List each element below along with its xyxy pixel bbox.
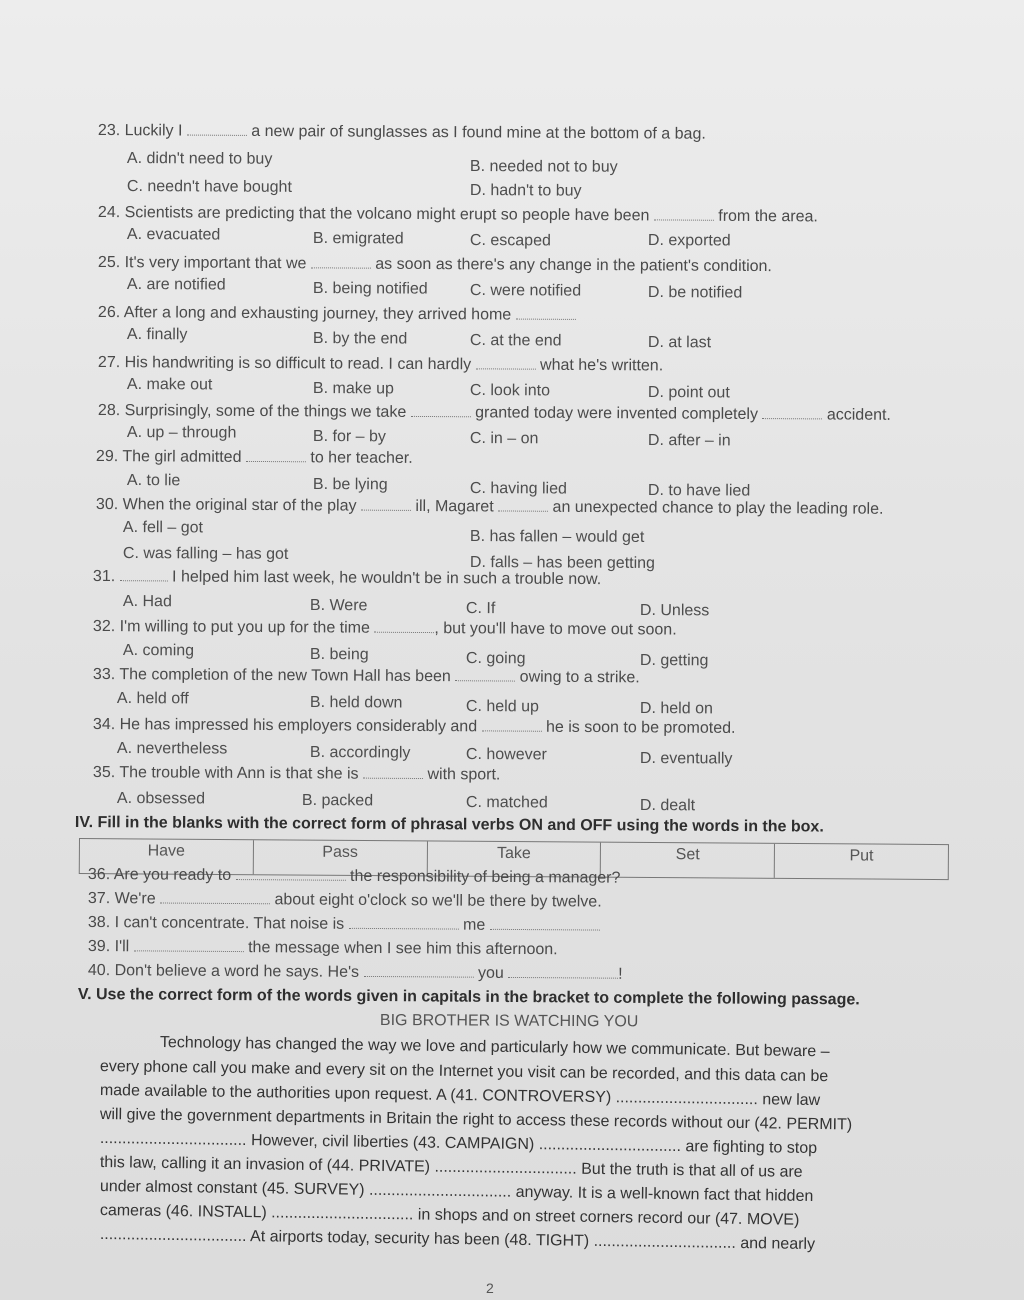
answer-option[interactable]: D. eventually bbox=[639, 750, 733, 768]
answer-option[interactable]: A. to lie bbox=[126, 472, 181, 490]
answer-blank[interactable] bbox=[455, 668, 515, 681]
word-box-cell: Set bbox=[601, 843, 775, 878]
answer-option[interactable]: C. needn't have bought bbox=[126, 178, 292, 196]
text-segment: 24. Scientists are predicting that the volcano might erupt so people have been bbox=[97, 204, 654, 225]
answer-option[interactable]: D. Unless bbox=[639, 602, 710, 620]
answer-option[interactable]: A. are notified bbox=[126, 276, 226, 294]
section-heading: IV. Fill in the blanks with the correct form of phrasal verbs ON and OFF using the words in the box. bbox=[74, 814, 824, 836]
answer-option[interactable]: B. accordingly bbox=[309, 744, 411, 762]
answer-option[interactable]: A. coming bbox=[122, 642, 195, 660]
word-box-cell: Take bbox=[427, 841, 601, 876]
passage-line: ................................. However, civil liberties (43. CAMPAIGN) ................................ are fighting to stop bbox=[99, 1130, 818, 1158]
answer-option[interactable]: B. emigrated bbox=[312, 230, 404, 248]
answer-option[interactable]: C. escaped bbox=[469, 232, 551, 250]
answer-option[interactable]: A. held off bbox=[116, 690, 189, 708]
passage-line: this law, calling it an invasion of (44. PRIVATE) ................................ But the truth is that all of us are bbox=[99, 1154, 803, 1181]
question-stem bbox=[93, 568, 601, 589]
answer-blank[interactable] bbox=[654, 207, 714, 220]
text-segment: the responsibility of being a manager? bbox=[345, 867, 621, 887]
phrasal-verb-blank[interactable] bbox=[160, 891, 270, 905]
text-segment: , but you'll have to move out soon. bbox=[434, 620, 677, 639]
answer-option[interactable]: A. finally bbox=[126, 326, 188, 344]
passage-line: cameras (46. INSTALL) ................................ in shops and on street corners record our (47. MOVE) bbox=[99, 1202, 800, 1229]
text-segment: as soon as there's any change in the patient's condition. bbox=[370, 255, 772, 276]
text-segment: what he's written. bbox=[535, 356, 664, 375]
text-segment: 35. The trouble with Ann is that she is bbox=[92, 764, 364, 783]
question-stem bbox=[93, 618, 677, 640]
text-segment: 40. Don't believe a word he says. He's bbox=[87, 962, 364, 981]
question-stem bbox=[98, 354, 663, 375]
text-segment: owing to a strike. bbox=[515, 668, 640, 687]
text-segment: you bbox=[473, 964, 509, 982]
answer-option[interactable]: A. Had bbox=[122, 593, 172, 611]
passage-line: will give the government departments in Britain the right to access these records without our (42. PERMIT) bbox=[99, 1106, 853, 1134]
text-segment: 32. I'm willing to put you up for the time bbox=[92, 618, 375, 637]
answer-blank[interactable] bbox=[498, 498, 548, 511]
answer-option[interactable]: D. falls – has been getting bbox=[469, 554, 656, 572]
answer-option[interactable]: B. being bbox=[309, 646, 369, 664]
answer-option[interactable]: C. were notified bbox=[469, 282, 582, 300]
answer-option[interactable]: B. held down bbox=[309, 694, 403, 712]
answer-option[interactable]: B. by the end bbox=[312, 330, 408, 348]
text-segment: with sport. bbox=[422, 766, 501, 784]
answer-option[interactable]: C. held up bbox=[465, 698, 539, 716]
answer-blank[interactable] bbox=[374, 620, 434, 633]
text-segment: 34. He has impressed his employers considerably and bbox=[92, 716, 482, 736]
question-stem bbox=[98, 402, 891, 425]
answer-option[interactable]: B. Were bbox=[309, 597, 368, 615]
answer-option[interactable]: C. was falling – has got bbox=[122, 545, 289, 563]
answer-blank[interactable] bbox=[411, 404, 471, 417]
answer-blank[interactable] bbox=[762, 406, 822, 419]
question-stem bbox=[98, 122, 706, 144]
text-segment: about eight o'clock so we'll be there by twelve. bbox=[270, 891, 602, 911]
text-segment: 36. Are you ready to bbox=[87, 866, 236, 885]
answer-option[interactable]: B. be lying bbox=[312, 476, 388, 494]
question-stem bbox=[93, 764, 501, 784]
answer-option[interactable]: A. obsessed bbox=[116, 790, 206, 808]
text-segment: me bbox=[458, 916, 490, 934]
answer-option[interactable]: D. be notified bbox=[647, 284, 743, 302]
answer-option[interactable]: C. If bbox=[465, 600, 496, 618]
fill-item bbox=[88, 866, 621, 888]
text-segment: 37. We're bbox=[87, 890, 161, 908]
text-segment: 39. I'll bbox=[87, 938, 134, 956]
answer-option[interactable]: A. nevertheless bbox=[116, 740, 228, 758]
text-segment: an unexpected chance to play the leading role. bbox=[548, 498, 884, 518]
answer-option[interactable]: D. exported bbox=[647, 232, 731, 250]
word-box-cell: Have bbox=[80, 839, 254, 874]
text-segment: 23. Luckily I bbox=[97, 122, 187, 140]
answer-blank[interactable] bbox=[246, 449, 306, 462]
answer-option[interactable]: C. matched bbox=[465, 794, 548, 812]
answer-option[interactable]: D. hadn't to buy bbox=[469, 182, 582, 200]
answer-option[interactable]: B. being notified bbox=[312, 280, 428, 298]
word-box-cell: Pass bbox=[254, 840, 428, 875]
phrasal-verb-blank[interactable] bbox=[349, 916, 459, 930]
answer-option[interactable]: C. having lied bbox=[469, 480, 567, 498]
answer-option[interactable]: D. after – in bbox=[647, 432, 731, 450]
answer-blank[interactable] bbox=[187, 123, 247, 136]
text-segment: 38. I can't concentrate. That noise is bbox=[87, 914, 349, 933]
text-segment: 25. It's very important that we bbox=[97, 254, 311, 273]
answer-option[interactable]: A. up – through bbox=[126, 424, 237, 442]
answer-blank[interactable] bbox=[482, 718, 542, 731]
text-segment: to her teacher. bbox=[305, 449, 413, 467]
text-segment: 31. bbox=[92, 568, 120, 586]
answer-option[interactable]: D. dealt bbox=[639, 797, 696, 815]
answer-option[interactable]: C. going bbox=[465, 650, 526, 668]
passage-line: ................................. At airports today, security has been (48. TIGHT) ................................ and nearly bbox=[99, 1226, 816, 1253]
passage-line: under almost constant (45. SURVEY) ................................ anyway. It is a well-known fact that hidden bbox=[99, 1178, 814, 1205]
text-segment: accident. bbox=[822, 406, 891, 424]
answer-option[interactable]: A. didn't need to buy bbox=[126, 150, 273, 168]
text-segment: the message when I see him this afternoon. bbox=[243, 939, 558, 959]
phrasal-verb-blank[interactable] bbox=[508, 965, 618, 979]
phrasal-verb-blank[interactable] bbox=[134, 938, 244, 952]
phrasal-verb-blank[interactable] bbox=[490, 917, 600, 931]
fill-item bbox=[88, 890, 602, 912]
text-segment: 27. His handwriting is so difficult to read. I can hardly bbox=[97, 354, 476, 374]
word-box-cell: Put bbox=[849, 847, 874, 865]
text-segment: 28. Surprisingly, some of the things we take bbox=[97, 402, 411, 421]
question-stem bbox=[98, 304, 576, 325]
answer-option[interactable]: A. make out bbox=[126, 376, 213, 394]
question-stem bbox=[96, 448, 413, 468]
phrasal-verb-blank[interactable] bbox=[363, 964, 473, 978]
answer-blank[interactable] bbox=[363, 766, 423, 779]
text-segment: a new pair of sunglasses as I found mine at the bottom of a bag. bbox=[246, 122, 706, 143]
text-segment: 26. After a long and exhausting journey, they arrived home bbox=[97, 304, 516, 324]
text-segment: ! bbox=[618, 965, 623, 983]
question-stem bbox=[93, 666, 640, 687]
answer-blank[interactable] bbox=[361, 498, 411, 511]
answer-option[interactable]: B. packed bbox=[301, 792, 374, 810]
answer-blank[interactable] bbox=[516, 307, 576, 320]
answer-option[interactable]: D. at last bbox=[647, 334, 712, 352]
passage-line: every phone call you make and every sit on the Internet you visit can be recorded, and this data can be bbox=[99, 1058, 829, 1086]
answer-blank[interactable] bbox=[311, 255, 371, 268]
section-heading: V. Use the correct form of the words given in capitals in the bracket to complete the following passage. bbox=[77, 986, 860, 1009]
text-segment: 33. The completion of the new Town Hall has been bbox=[92, 666, 456, 686]
passage-line: Technology has changed the way we love and particularly how we communicate. But beware – bbox=[159, 1034, 830, 1061]
text-segment: granted today were invented completely bbox=[470, 404, 763, 424]
answer-option[interactable]: B. for – by bbox=[312, 428, 386, 446]
answer-option[interactable]: D. getting bbox=[639, 652, 709, 670]
page-number: 2 bbox=[486, 1280, 494, 1296]
answer-option[interactable]: D. held on bbox=[639, 700, 713, 718]
text-segment: ill, Magaret bbox=[410, 497, 499, 516]
question-stem bbox=[98, 204, 818, 226]
fill-item bbox=[88, 914, 600, 936]
answer-option[interactable]: C. look into bbox=[469, 382, 551, 400]
question-stem bbox=[93, 716, 736, 738]
text-segment: 30. When the original star of the play bbox=[95, 496, 362, 515]
answer-option[interactable]: B. needed not to buy bbox=[469, 158, 618, 176]
answer-option[interactable]: D. to have lied bbox=[647, 482, 751, 500]
text-segment: I helped him last week, he wouldn't be in such a trouble now. bbox=[167, 568, 602, 589]
text-segment: 29. The girl admitted bbox=[95, 448, 247, 466]
answer-option[interactable]: C. at the end bbox=[469, 332, 562, 350]
answer-option[interactable]: B. make up bbox=[312, 380, 394, 398]
text-segment: he is soon to be promoted. bbox=[541, 718, 736, 737]
passage-title: BIG BROTHER IS WATCHING YOU bbox=[379, 1012, 639, 1031]
question-stem bbox=[96, 496, 884, 519]
answer-option[interactable]: C. in – on bbox=[469, 430, 539, 448]
text-segment: from the area. bbox=[713, 207, 818, 226]
question-stem bbox=[98, 254, 772, 276]
answer-blank[interactable] bbox=[120, 568, 168, 581]
answer-blank[interactable] bbox=[476, 356, 536, 369]
answer-option[interactable]: A. fell – got bbox=[122, 519, 204, 537]
fill-item bbox=[88, 962, 623, 984]
answer-option[interactable]: C. however bbox=[465, 746, 547, 764]
passage-line: made available to the authorities upon request. A (41. CONTROVERSY) ................................ new law bbox=[99, 1082, 821, 1110]
phrasal-verb-blank[interactable] bbox=[236, 867, 346, 881]
answer-option[interactable]: A. evacuated bbox=[126, 226, 221, 244]
answer-option[interactable]: D. point out bbox=[647, 384, 730, 402]
answer-option[interactable]: B. has fallen – would get bbox=[469, 528, 645, 546]
fill-item bbox=[88, 938, 558, 959]
